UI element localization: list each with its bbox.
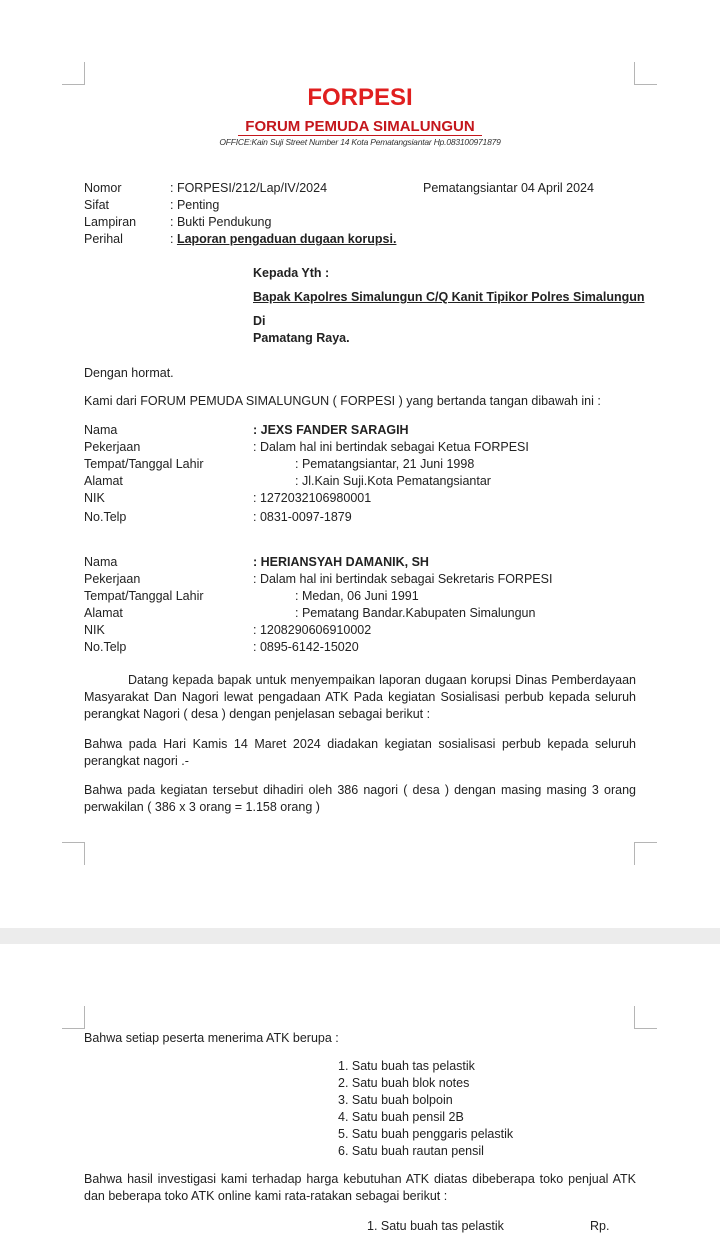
greeting: Dengan hormat.: [84, 366, 174, 380]
letterhead-full-name: FORUM PEMUDA SIMALUNGUN: [245, 118, 475, 135]
investigation-paragraph: Bahwa hasil investigasi kami terhadap harga kebutuhan ATK diatas dibeberapa toko penjual ATK dan beberapa toko ATK online kami rata-ratakan sebagai berikut :: [84, 1172, 636, 1203]
list-item: 3. Satu buah bolpoin: [338, 1093, 453, 1107]
p2-nama-value: : HERIANSYAH DAMANIK, SH: [253, 555, 429, 569]
p1-pekerjaan-label: Pekerjaan: [84, 440, 141, 454]
p1-ttl-label: Tempat/Tanggal Lahir: [84, 457, 204, 471]
margin-mark-bottom-left: [62, 842, 85, 865]
p1-nik-label: NIK: [84, 491, 105, 505]
p2-pekerjaan-value: : Dalam hal ini bertindak sebagai Sekretaris FORPESI: [253, 572, 553, 586]
p2-pekerjaan-label: Pekerjaan: [84, 572, 141, 586]
p1-telp-label: No.Telp: [84, 510, 127, 524]
p2-nik-label: NIK: [84, 623, 105, 637]
body-paragraph-1: Datang kepada bapak untuk menyempaikan laporan dugaan korupsi Dinas Pemberdayaan Masyarakat Dan Nagori lewat pengadaan ATK Pada kegiatan Sosialisasi perbub kepada seluruh perangkat Nagori ( desa ) dengan penjelasan sebagai berikut :: [84, 673, 636, 721]
list-item: 1. Satu buah tas pelastik: [338, 1059, 475, 1073]
p1-alamat-value: : Jl.Kain Suji.Kota Pematangsiantar: [295, 474, 491, 488]
letterhead-org: FORPESI: [307, 84, 413, 111]
list-item: 5. Satu buah penggaris pelastik: [338, 1127, 514, 1141]
perihal-value: Laporan pengaduan dugaan korupsi.: [176, 232, 397, 246]
place-date: Pematangsiantar 04 April 2024: [423, 181, 594, 195]
recipient-place: Pamatang Raya.: [253, 331, 350, 345]
p1-nama-label: Nama: [84, 423, 118, 437]
list-item: 6. Satu buah rautan pensil: [338, 1144, 484, 1158]
atk-intro: Bahwa setiap peserta menerima ATK berupa :: [84, 1031, 339, 1045]
p1-pekerjaan-value: : Dalam hal ini bertindak sebagai Ketua FORPESI: [253, 440, 529, 454]
kepada-yth: Kepada Yth :: [253, 266, 330, 280]
margin-mark-top-left: [62, 1006, 85, 1029]
body-paragraph-3: Bahwa pada kegiatan tersebut dihadiri oleh 386 nagori ( desa ) dengan masing masing 3 orang perwakilan ( 386 x 3 orang = 1.158 orang ): [84, 783, 636, 814]
list-item: 2. Satu buah blok notes: [338, 1076, 470, 1090]
nomor-label: Nomor: [84, 181, 122, 195]
intro-line: Kami dari FORUM PEMUDA SIMALUNGUN ( FORPESI ) yang bertanda tangan dibawah ini :: [84, 394, 601, 408]
letterhead-office: OFFICE:Kain Suji Street Number 14 Kota Pematangsiantar Hp.083100971879: [219, 137, 501, 147]
margin-mark-bottom-right: [634, 842, 657, 865]
margin-mark-top-right: [634, 1006, 657, 1029]
margin-mark-top-right: [634, 62, 657, 85]
p1-telp-value: : 0831-0097-1879: [253, 510, 352, 524]
p1-ttl-value: : Pematangsiantar, 21 Juni 1998: [295, 457, 475, 471]
p2-ttl-label: Tempat/Tanggal Lahir: [84, 589, 204, 603]
p1-nama-value: : JEXS FANDER SARAGIH: [253, 423, 409, 437]
recipient-di: Di: [253, 314, 266, 328]
p2-telp-value: : 0895-6142-15020: [253, 640, 359, 654]
p2-nik-value: : 1208290606910002: [253, 623, 372, 637]
p1-alamat-label: Alamat: [84, 474, 123, 488]
p2-nama-label: Nama: [84, 555, 118, 569]
p2-alamat-label: Alamat: [84, 606, 123, 620]
p1-nik-value: : 1272032106980001: [253, 491, 372, 505]
lampiran-label: Lampiran: [84, 215, 137, 229]
p2-telp-label: No.Telp: [84, 640, 127, 654]
lampiran-value: : Bukti Pendukung: [170, 215, 272, 229]
nomor-value: : FORPESI/212/Lap/IV/2024: [170, 181, 328, 195]
body-paragraph-2: Bahwa pada Hari Kamis 14 Maret 2024 diadakan kegiatan sosialisasi perbub kepada seluruh perangkat nagori .-: [84, 737, 636, 768]
price-currency: Rp.: [590, 1219, 610, 1233]
perihal-label: Perihal: [84, 232, 123, 246]
margin-mark-top-left: [62, 62, 85, 85]
perihal-colon: :: [170, 232, 177, 246]
perihal-row: [170, 231, 396, 247]
p2-alamat-value: : Pematang Bandar.Kabupaten Simalungun: [295, 606, 536, 620]
letterhead-underline: [238, 135, 482, 136]
p2-ttl-value: : Medan, 06 Juni 1991: [295, 589, 419, 603]
document-page-2: [0, 944, 720, 1248]
sifat-label: Sifat: [84, 198, 110, 212]
list-item: 4. Satu buah pensil 2B: [338, 1110, 464, 1124]
sifat-value: : Penting: [170, 198, 220, 212]
recipient-name: Bapak Kapolres Simalungun C/Q Kanit Tipikor Polres Simalungun: [253, 290, 645, 304]
price-item: 1. Satu buah tas pelastik: [367, 1219, 504, 1233]
